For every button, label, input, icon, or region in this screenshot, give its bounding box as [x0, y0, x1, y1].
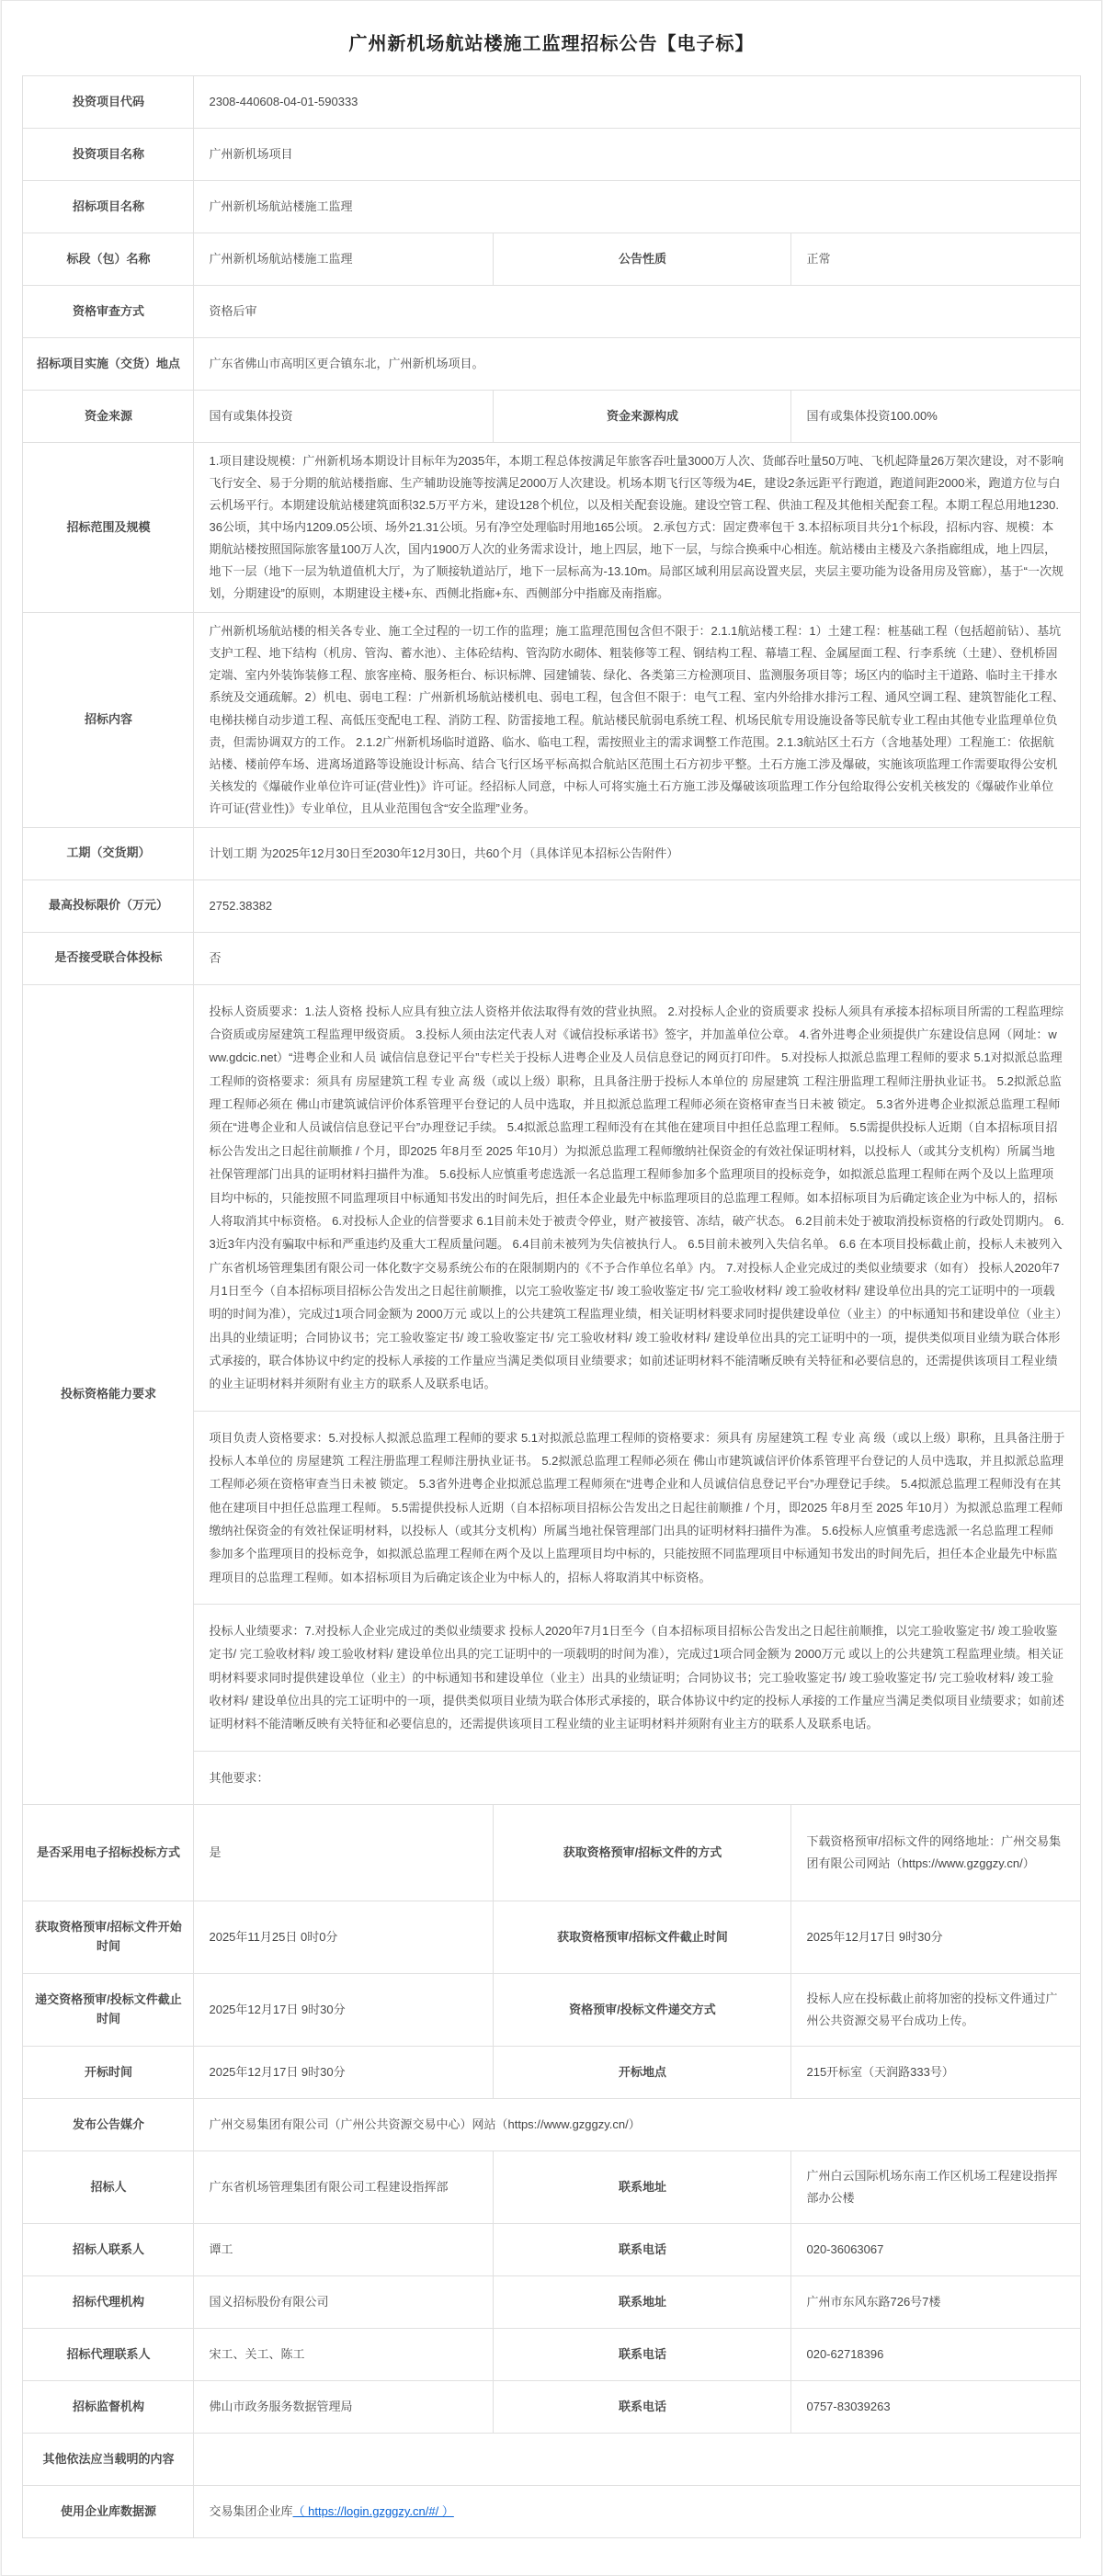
other-content-value — [194, 2434, 1080, 2486]
row-max-price — [23, 879, 1080, 932]
row-tenderer-contact — [23, 2224, 1080, 2276]
project-name-label: 投资项目名称 — [23, 129, 194, 181]
doc-end-value: 2025年12月17日 9时30分 — [791, 1901, 1080, 1974]
row-supervisor — [23, 2381, 1080, 2434]
e-tender-label: 是否采用电子招标投标方式 — [23, 1805, 194, 1901]
submit-method-label: 资格预审/投标文件递交方式 — [494, 1974, 791, 2047]
tenderer-contact-value: 谭工 — [194, 2224, 494, 2276]
location-value: 广东省佛山市高明区更合镇东北，广州新机场项目。 — [194, 338, 1080, 391]
content-value: 广州新机场航站楼的相关各专业、施工全过程的一切工作的监理；施工监理范围包含但不限于：2.1.1航站楼工程：1）土建工程：桩基础工程（包括超前钻）、基坑支护工程、地下结构（机房、管沟、蓄水池）、主体砼结构、管沟防水砌体、粗装修等工程、钢结构工程、幕墙工程、金属屋面工程、行李系统（土建）、登机桥固定端、室内外装饰装修工程、旅客座椅、服务柜台、标识标牌、园建铺装、绿化、各类第三方检测项目、监测服务项目等；场区内的临时主干道路、临时主干排水系统及交通疏解。2）机电、弱电工程：广州新机场航站楼机电、弱电工程，包含但不限于：电气工程、室内外给排水排污工程、通风空调工程、建筑智能化工程、电梯扶梯自动步道工程、高低压变配电工程、消防工程、防雷接地工程。航站楼民航弱电系统工程、机场民航专用设施设备等民航专业工程由其他专业监理单位负责，但需协调双方的工作。 2.1.2广州新机场临时道路、临水、临电工程，需按照业主的需求调整工作范围。2.1.3航站区土石方（含地基处理）工程施工：依据航站楼、楼前停车场、进离场道路等设施设计标高、结合飞行区场平标高拟合航站区范围土石方初步平整。土石方施工涉及爆破，实施该项监理工作需要取得公安机关核发的《爆破作业单位许可证(营业性)》许可证。经招标人同意，中标人可将实施土石方施工涉及爆破该项监理工作分包给取得公安机关核发的《爆破作业单位许可证(营业性)》专业单位，且从业范围包含“安全监理”业务。 — [194, 613, 1080, 827]
row-consortium — [23, 932, 1080, 984]
doc-start-value: 2025年11月25日 0时0分 — [194, 1901, 494, 1974]
row-duration — [23, 827, 1080, 879]
duration-value: 计划工期 为2025年12月30日至2030年12月30日，共60个月（具体详见本招标公告附件） — [194, 827, 1080, 879]
db-source-label: 使用企业库数据源 — [23, 2486, 194, 2538]
tenderer-label: 招标人 — [23, 2151, 194, 2224]
tender-project-name-label: 招标项目名称 — [23, 181, 194, 233]
tenderer-contact-label: 招标人联系人 — [23, 2224, 194, 2276]
notice-nature-label: 公告性质 — [494, 233, 791, 286]
open-place-label: 开标地点 — [494, 2047, 791, 2099]
agency-phone-value: 020-62718396 — [791, 2329, 1080, 2381]
agency-contact-label: 招标代理联系人 — [23, 2329, 194, 2381]
consortium-label: 是否接受联合体投标 — [23, 932, 194, 984]
location-label: 招标项目实施（交货）地点 — [23, 338, 194, 391]
row-media — [23, 2099, 1080, 2151]
agency-phone-label: 联系电话 — [494, 2329, 791, 2381]
duration-label: 工期（交货期） — [23, 827, 194, 879]
agency-label: 招标代理机构 — [23, 2276, 194, 2329]
row-tenderer — [23, 2151, 1080, 2224]
consortium-value: 否 — [194, 932, 1080, 984]
row-qualification-review — [23, 286, 1080, 338]
row-fund-source — [23, 391, 1080, 443]
row-doc-time — [23, 1901, 1080, 1974]
doc-method-label: 获取资格预审/招标文件的方式 — [494, 1805, 791, 1901]
qualification-review-value: 资格后审 — [194, 286, 1080, 338]
e-tender-value: 是 — [194, 1805, 494, 1901]
agency-address-value: 广州市东风东路726号7楼 — [791, 2276, 1080, 2329]
agency-contact-value: 宋工、关工、陈工 — [194, 2329, 494, 2381]
row-other-content — [23, 2434, 1080, 2486]
supervisor-label: 招标监督机构 — [23, 2381, 194, 2434]
row-project-name — [23, 129, 1080, 181]
doc-start-label: 获取资格预审/招标文件开始时间 — [23, 1901, 194, 1974]
open-place-value: 215开标室（天润路333号） — [791, 2047, 1080, 2099]
tender-project-name-value: 广州新机场航站楼施工监理 — [194, 181, 1080, 233]
submit-method-value: 投标人应在投标截止前将加密的投标文件通过广州公共资源交易平台成功上传。 — [791, 1974, 1080, 2047]
supervisor-phone-value: 0757-83039263 — [791, 2381, 1080, 2434]
page-title: 广州新机场航站楼施工监理招标公告【电子标】 — [348, 34, 755, 54]
qualification-section-other: 其他要求： — [209, 1770, 269, 1785]
tender-info-table — [22, 75, 1080, 2538]
supervisor-phone-label: 联系电话 — [494, 2381, 791, 2434]
row-bidder-qualification — [23, 984, 1080, 1804]
media-label: 发布公告媒介 — [23, 2099, 194, 2151]
tenderer-address-label: 联系地址 — [494, 2151, 791, 2224]
supervisor-value: 佛山市政务服务数据管理局 — [194, 2381, 494, 2434]
other-content-label: 其他依法应当载明的内容 — [23, 2434, 194, 2486]
row-agency — [23, 2276, 1080, 2329]
db-source-link[interactable]: （ https://login.gzggzy.cn/#/ ） — [292, 2504, 454, 2519]
content-label: 招标内容 — [23, 613, 194, 827]
doc-end-label: 获取资格预审/招标文件截止时间 — [494, 1901, 791, 1974]
row-db-source — [23, 2486, 1080, 2538]
row-project-code — [23, 76, 1080, 129]
section-name-label: 标段（包）名称 — [23, 233, 194, 286]
row-submit — [23, 1974, 1080, 2047]
row-bid-opening — [23, 2047, 1080, 2099]
tenderer-address-value: 广州白云国际机场东南工作区机场工程建设指挥部办公楼 — [791, 2151, 1080, 2224]
tenderer-value: 广东省机场管理集团有限公司工程建设指挥部 — [194, 2151, 494, 2224]
row-e-tender — [23, 1805, 1080, 1901]
max-price-label: 最高投标限价（万元） — [23, 879, 194, 932]
tenderer-phone-value: 020-36063067 — [791, 2224, 1080, 2276]
row-tender-project-name — [23, 181, 1080, 233]
fund-composition-value: 国有或集体投资100.00% — [791, 391, 1080, 443]
fund-source-label: 资金来源 — [23, 391, 194, 443]
open-time-value: 2025年12月17日 9时30分 — [194, 2047, 494, 2099]
submit-deadline-value: 2025年12月17日 9时30分 — [194, 1974, 494, 2047]
db-source-prefix: 交易集团企业库 — [209, 2504, 293, 2519]
row-content — [23, 613, 1080, 827]
section-name-value: 广州新机场航站楼施工监理 — [194, 233, 494, 286]
db-source-value — [194, 2486, 1080, 2538]
row-section-name — [23, 233, 1080, 286]
bidder-qualification-value — [194, 984, 1080, 1804]
scope-label: 招标范围及规模 — [23, 443, 194, 613]
fund-source-value: 国有或集体投资 — [194, 391, 494, 443]
notice-nature-value: 正常 — [791, 233, 1080, 286]
media-value: 广州交易集团有限公司（广州公共资源交易中心）网站（https://www.gzggzy.cn/） — [194, 2099, 1080, 2151]
agency-address-label: 联系地址 — [494, 2276, 791, 2329]
qualification-section-performance: 投标人业绩要求：7.对投标人企业完成过的类似业绩要求 投标人2020年7月1日至今（自本招标项目招标公告发出之日起往前顺推，以完工验收鉴定书/ 竣工验收鉴定书/ 完工验收材料/ 竣工验收材料/ 建设单位出具的完工证明中的一项载明的时间为准），完成过1项合同金额为 2000万元 或以上的公共建筑工程监理业绩。相关证明材料要求同时提供建设单位（业主）的中标通知书和建设单位（业主）出具的业绩证明；合同协议书；完工验收鉴定书/ 竣工验收鉴定书/ 完工验收材料/ 竣工验收材料/ 建设单位出具的完工证明中的一项，提供类似项目业绩为联合体形式承接的，联合体协议中约定的投标人承接的工作量应当满足类似项目业绩要求；如前述证明材料不能清晰反映有关特征和必要信息的，还需提供该项目工程业绩的业主证明材料并须附有业主方的联系人及联系电话。 — [194, 1605, 1079, 1752]
row-scope — [23, 443, 1080, 613]
agency-value: 国义招标股份有限公司 — [194, 2276, 494, 2329]
open-time-label: 开标时间 — [23, 2047, 194, 2099]
qualification-review-label: 资格审查方式 — [23, 286, 194, 338]
submit-deadline-label: 递交资格预审/投标文件截止时间 — [23, 1974, 194, 2047]
project-code-value: 2308-440608-04-01-590333 — [194, 76, 1080, 129]
tender-notice-page — [1, 0, 1102, 2576]
qualification-section-project-leader: 项目负责人资格要求：5.对投标人拟派总监理工程师的要求 5.1对拟派总监理工程师的资格要求：须具有 房屋建筑工程 专业 高 级（或以上级）职称，且具备注册于投标人本单位的 房屋建筑 工程注册监理工程师注册执业证书。 5.2拟派总监理工程师必须在 佛山市建筑诚信评价体系管理平台登记的人员中选取，并且拟派总监理工程师必须在资格审查当日未被 锁定。 5.3省外进粤企业拟派总监理工程师须在“进粤企业和人员诚信信息登记平台”办理登记手续。 5.4拟派总监理工程师没有在其他在建项目中担任总监理工程师。 5.5需提供投标人近期（自本招标项目招标公告发出之日起往前顺推 / 个月，即2025 年8月至 2025 年10月）为拟派总监理工程师缴纳社保资金的有效社保证明材料，以投标人（或其分支机构）所属当地社保管理部门出具的证明材料扫描件为准。 5.6投标人应慎重考虑选派一名总监理工程师参加多个监理项目的投标竞争，如拟派总监理工程师在两个及以上监理项目均中标的，只能按照不同监理项目中标通知书发出的时间先后，担任本企业最先中标监理项目的总监理工程师。如本招标项目为后确定该企业为中标人的，招标人将取消其中标资格。 — [194, 1412, 1079, 1605]
row-agency-contact — [23, 2329, 1080, 2381]
fund-composition-label: 资金来源构成 — [494, 391, 791, 443]
max-price-value: 2752.38382 — [194, 879, 1080, 932]
qualification-section-enterprise: 投标人资质要求：1.法人资格 投标人应具有独立法人资格并依法取得有效的营业执照。 2.对投标人企业的资质要求 投标人须具有承接本招标项目所需的工程监理综合资质或房屋建筑工程监理甲级资质。 3.投标人须由法定代表人对《诚信投标承诺书》签字，并加盖单位公章。 4.省外进粤企业须提供广东建设信息网（网址：www.gdcic.net）“进粤企业和人员 诚信信息登记平台”专栏关于投标人进粤企业及人员信息登记的网页打印件。 5.对投标人拟派总监理工程师的要求 5.1对拟派总监理工程师的资格要求：须具有 房屋建筑工程 专业 高 级（或以上级）职称，且具备注册于投标人本单位的 房屋建筑 工程注册监理工程师注册执业证书。 5.2拟派总监理工程师必须在 佛山市建筑诚信评价体系管理平台登记的人员中选取，并且拟派总监理工程师必须在资格审查当日未被 锁定。 5.3省外进粤企业拟派总监理工程师须在“进粤企业和人员诚信信息登记平台”办理登记手续。 5.4拟派总监理工程师没有在其他在建项目中担任总监理工程师。 5.5需提供投标人近期（自本招标项目招标公告发出之日起往前顺推 / 个月，即2025 年8月至 2025 年10月）为拟派总监理工程师缴纳社保资金的有效社保证明材料，以投标人（或其分支机构）所属当地社保管理部门出具的证明材料扫描件为准。 5.6投标人应慎重考虑选派一名总监理工程师参加多个监理项目的投标竞争，如拟派总监理工程师在两个及以上监理项目均中标的，只能按照不同监理项目中标通知书发出的时间先后，担任本企业最先中标监理项目的总监理工程师。如本招标项目为后确定该企业为中标人的，招标人将取消其中标资格。 6.对投标人企业的信誉要求 6.1目前未处于被责令停业，财产被接管、冻结，破产状态。 6.2目前未处于被取消投标资格的行政处罚期内。 6.3近3年内没有骗取中标和严重违约及重大工程质量问题。 6.4目前未被列为失信被执行人。 6.5目前未被列入失信名单。 6.6 在本项目投标截止前，投标人未被列入广东省机场管理集团有限公司一体化数字交易系统公布的在限制期内的《不予合作单位名单》内。 7.对投标人企业完成过的类似业绩要求（如有） 投标人2020年7月1日至今（自本招标项目招标公告发出之日起往前顺推，以完工验收鉴定书/ 竣工验收鉴定书/ 完工验收材料/ 竣工验收材料/ 建设单位出具的完工证明中的一项载明的时间为准），完成过1项合同金额为 2000万元 或以上的公共建筑工程监理业绩，相关证明材料要求同时提供建设单位（业主）的中标通知书和建设单位（业主）出具的业绩证明；合同协议书；完工验收鉴定书/ 竣工验收鉴定书/ 完工验收材料/ 竣工验收材料/ 建设单位出具的完工证明中的一项，提供类似项目业绩为联合体形式承接的，联合体协议中约定的投标人承接的工作量应当满足类似项目业绩要求；如前述证明材料不能清晰反映有关特征和必要信息的，还需提供该项目工程业绩的业主证明材料并须附有业主方的联系人及联系电话。 — [194, 985, 1079, 1412]
project-name-value: 广州新机场项目 — [194, 129, 1080, 181]
tenderer-phone-label: 联系电话 — [494, 2224, 791, 2276]
project-code-label: 投资项目代码 — [23, 76, 194, 129]
bidder-qualification-label: 投标资格能力要求 — [23, 984, 194, 1804]
doc-method-value: 下载资格预审/招标文件的网络地址：广州交易集团有限公司网站（https://www.gzggzy.cn/） — [791, 1805, 1080, 1901]
scope-value: 1.项目建设规模：广州新机场本期设计目标年为2035年，本期工程总体按满足年旅客吞吐量3000万人次、货邮吞吐量50万吨、飞机起降量26万架次建设，对不影响飞行安全、易于分期的航站楼指廊、生产辅助设施等按满足2000万人次建设。机场本期飞行区等级为4E，建设2条远距平行跑道，跑道间距2000米，跑道方位与白云机场平行。本期建设航站楼建筑面积32.5万平方米，建设128个机位，以及相关配套设施。建设空管工程、供油工程及其他相关配套工程。本期工程总用地1230.36公顷，其中场内1209.05公顷、场外21.31公顷。另有净空处理临时用地165公顷。 2.承包方式：固定费率包干 3.本招标项目共分1个标段，招标内容、规模：本期航站楼按照国际旅客量100万人次，国内1900万人次的业务需求设计，地上四层，地下一层，与综合换乘中心相连。航站楼由主楼及六条指廊组成，地上四层，地下一层（地下一层为轨道值机大厅，为了顺接轨道站厅，地下一层标高为-13.10m。局部区域利用层高设置夹层，夹层主要功能为设备用房及管廊），基于“一次规划，分期建设”的原则，本期建设主楼+东、西侧北指廊+东、西侧部分中指廊及南指廊。 — [194, 443, 1080, 613]
row-location — [23, 338, 1080, 391]
